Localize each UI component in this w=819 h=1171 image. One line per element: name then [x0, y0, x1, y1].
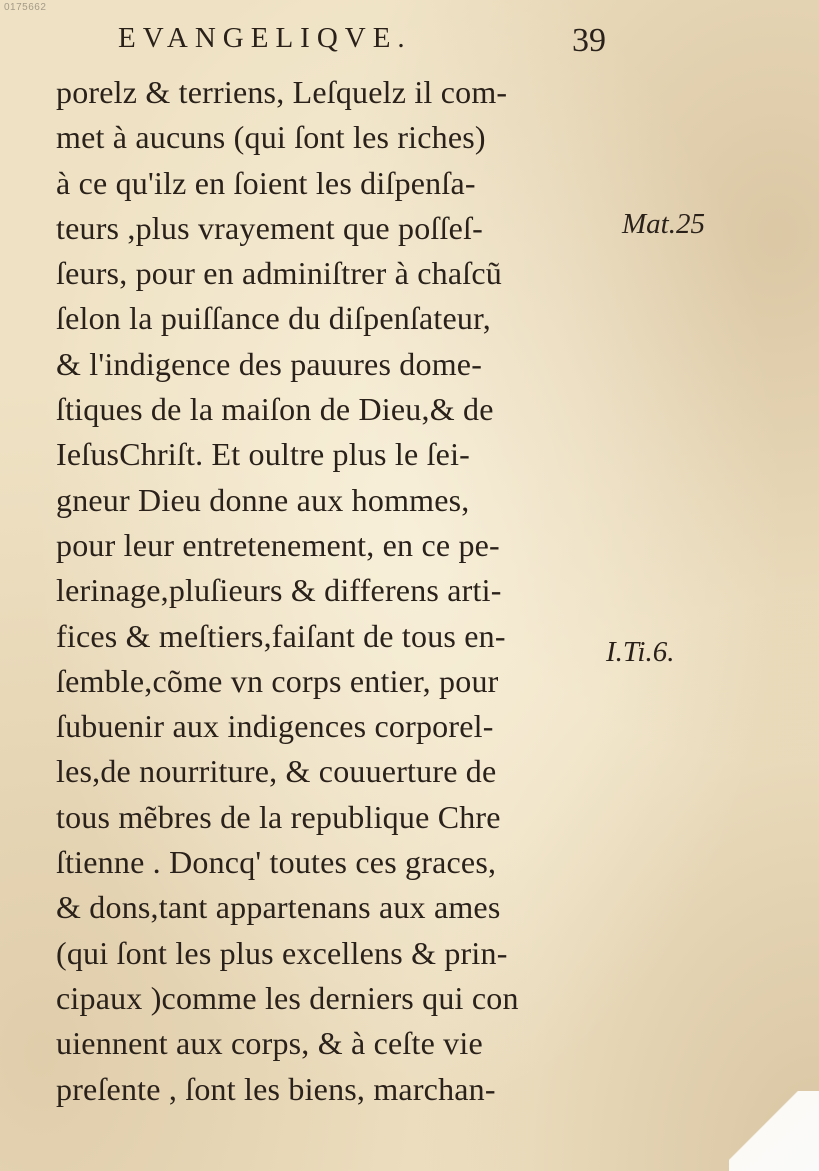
text-line: pour leur entretenement, en ce pe-	[56, 526, 500, 563]
margin-note-timothy: I.Ti.6.	[606, 636, 675, 668]
text-line: teurs ,plus vrayement que poſſeſ-	[56, 209, 483, 246]
text-line: met à aucuns (qui ſont les riches)	[56, 119, 486, 156]
text-line: ſtiques de la maiſon de Dieu,& de	[56, 391, 494, 428]
torn-corner	[729, 1091, 819, 1171]
text-line: (qui ſont les plus excellens & prin-	[56, 934, 508, 971]
text-line: fices & meſtiers,faiſant de tous en-	[56, 617, 506, 654]
text-line: IeſusChriſt. Et oultre plus le ſei-	[56, 436, 471, 473]
text-line: cipaux )comme les derniers qui con	[56, 979, 519, 1016]
text-line: & l'indigence des pauures dome-	[56, 345, 483, 382]
margin-note-matthew: Mat.25	[622, 208, 705, 240]
text-line: porelz & terriens, Leſquelz il com-	[56, 74, 508, 110]
text-line: gneur Dieu donne aux hommes,	[56, 481, 470, 518]
text-line: tous mẽbres de la republique Chre	[56, 798, 501, 835]
text-line: ſubuenir aux indigences corporel-	[56, 708, 494, 745]
running-head: EVANGELIQVE.	[118, 22, 412, 54]
text-line: & dons,tant appartenans aux ames	[56, 889, 501, 926]
body-text	[56, 70, 616, 1112]
text-line: ſemble,cõme vn corps entier, pour	[56, 662, 499, 699]
catalog-mark: 0175662	[4, 2, 47, 13]
text-line: lerinage,pluſieurs & differens arti-	[56, 572, 502, 609]
text-line: ſeurs, pour en adminiſtrer à chaſcũ	[56, 255, 502, 292]
text-line: uiennent aux corps, & à ceſte vie	[56, 1025, 483, 1062]
text-line: les,de nourriture, & couuerture de	[56, 753, 497, 790]
page-number: 39	[572, 22, 606, 59]
text-line: ſtienne . Doncq' toutes ces graces,	[56, 844, 497, 881]
text-line: ſelon la puiſſance du diſpenſateur,	[56, 300, 491, 337]
text-line: à ce qu'ilz en ſoient les diſpenſa-	[56, 164, 476, 201]
text-line: preſente , ſont les biens, marchan-	[56, 1070, 496, 1107]
